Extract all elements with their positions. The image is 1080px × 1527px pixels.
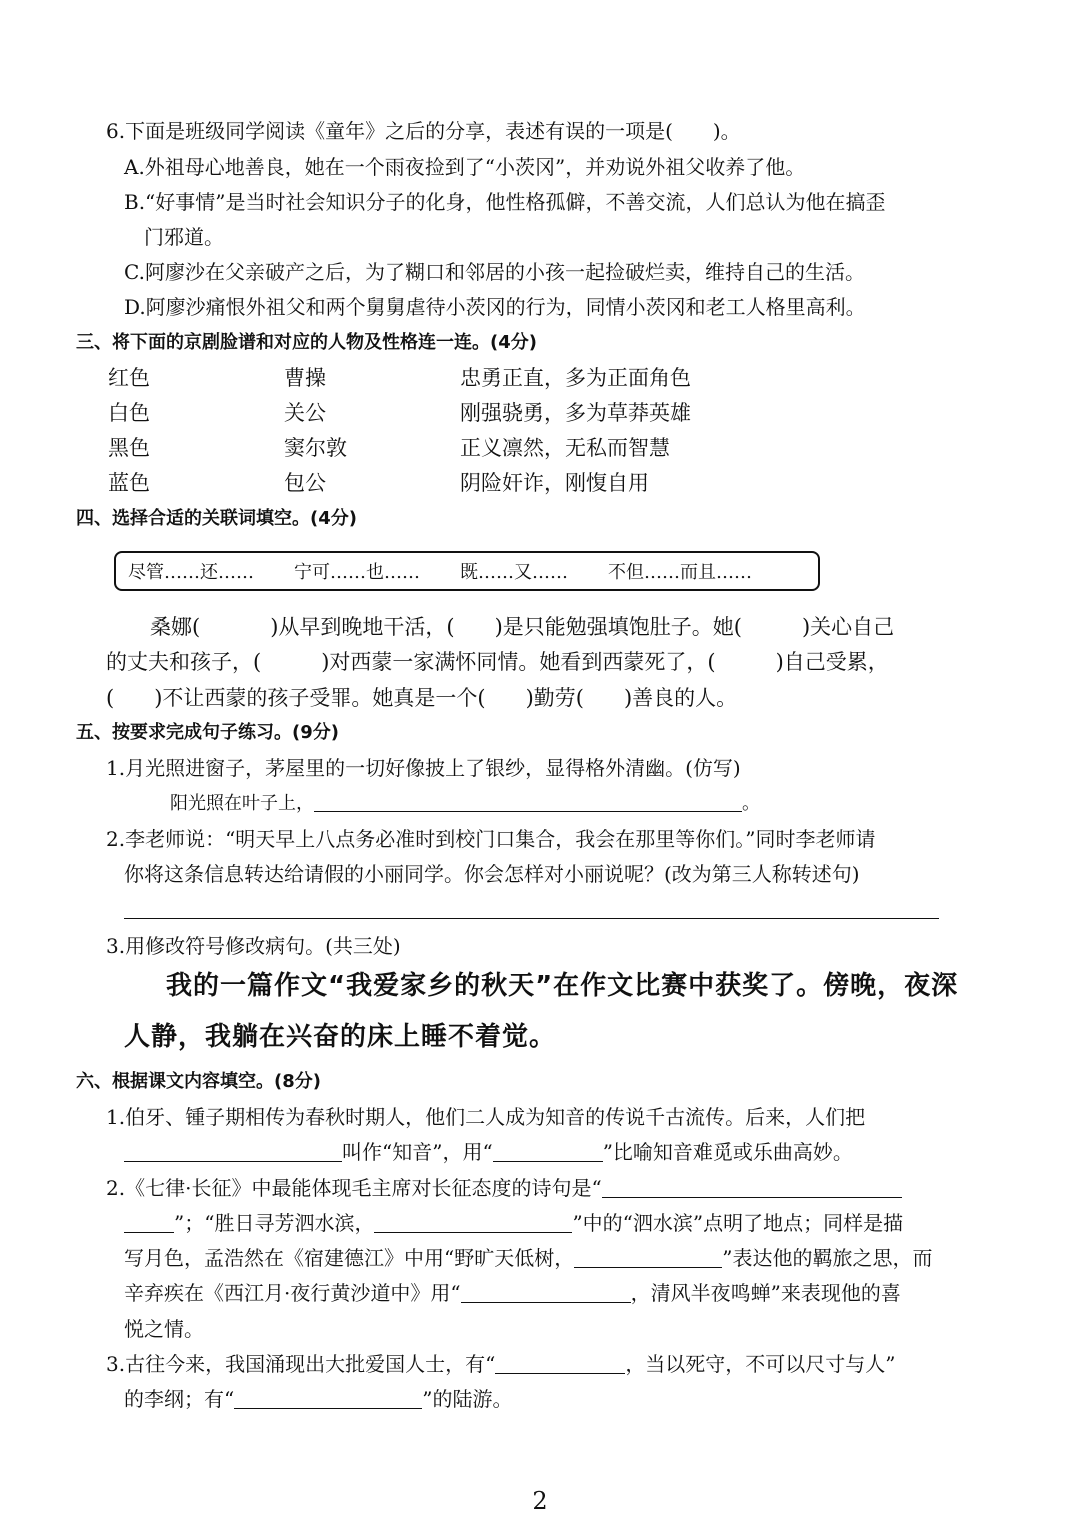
s6-q2: 2.《七律·长征》中最能体现毛主席对长征态度的诗句是“: [106, 1175, 902, 1201]
passage-line-2: 的丈夫和孩子，( )对西蒙一家满怀同情。她看到西蒙死了，( )自己受累，: [106, 650, 889, 674]
s6-q3-cont: 的李纲；有“ ”的陆游。: [124, 1387, 513, 1411]
s5-q2: 2.李老师说：“明天早上八点务必准时到校门口集合，我会在那里等你们。”同时李老师请: [106, 827, 876, 851]
trait-item[interactable]: 正义凛然，无私而智慧: [460, 436, 670, 460]
person-item[interactable]: 包公: [284, 471, 326, 495]
s6-q3: 3.古往今来，我国涌现出大批爱国人士，有“ ，当以死守，不可以尺寸与人”: [106, 1352, 896, 1376]
page-number: 2: [532, 1487, 548, 1515]
section6-heading: 六、根据课文内容填空。(8分): [76, 1071, 321, 1092]
word-bank-item: 既……又……: [460, 562, 568, 583]
q6-option-c: C.阿廖沙在父亲破产之后，为了糊口和邻居的小孩一起捡破烂卖，维持自己的生活。: [124, 260, 865, 284]
word-bank-item: 不但……而且……: [608, 562, 752, 583]
q6-stem: 6.下面是班级同学阅读《童年》之后的分享，表述有误的一项是( )。: [106, 119, 741, 143]
s5-q1: 1.月光照进窗子，茅屋里的一切好像披上了银纱，显得格外清幽。(仿写): [106, 756, 741, 780]
q6-option-b: B.“好事情”是当时社会知识分子的化身，他性格孤僻，不善交流，人们总认为他在搞歪: [124, 190, 886, 214]
trait-item[interactable]: 刚强骁勇，多为草莽英雄: [460, 401, 691, 425]
section3-heading: 三、将下面的京剧脸谱和对应的人物及性格连一连。(4分): [76, 332, 537, 353]
s6-q2-line3: 写月色，孟浩然在《宿建德江》中用“野旷天低树， ”表达他的羁旅之思，而: [124, 1246, 933, 1270]
fill-blank[interactable]: [495, 1353, 625, 1374]
trait-item[interactable]: 忠勇正直，多为正面角色: [460, 366, 691, 390]
passage-line-1: 桑娜( )从早到晚地干活，( )是只能勉强填饱肚子。她( )关心自己: [150, 615, 895, 639]
s6-q2-line4: 辛弃疾在《西江月·夜行黄沙道中》用“ ，清风半夜鸣蝉”来表现他的喜: [124, 1281, 901, 1305]
q6-option-d: D.阿廖沙痛恨外祖父和两个舅舅虐待小茨冈的行为，同情小茨冈和老工人格里高利。: [124, 295, 866, 319]
s5-q1-answer-line: 阳光照在叶子上， 。: [170, 793, 760, 814]
s6-q1-cont: 叫作“知音”，用“ ”比喻知音难觅或乐曲高妙。: [124, 1139, 853, 1165]
faulty-sentence-1: 我的一篇作文“我爱家乡的秋天”在作文比赛中获奖了。傍晚，夜深: [166, 971, 959, 1001]
color-item[interactable]: 蓝色: [108, 471, 150, 495]
word-bank-item: 尽管……还……: [128, 562, 254, 583]
s5-q2-cont: 你将这条信息转达给请假的小丽同学。你会怎样对小丽说呢？(改为第三人称转述句): [124, 862, 860, 886]
fill-blank[interactable]: [374, 1212, 572, 1233]
person-item[interactable]: 窦尔敦: [284, 436, 347, 460]
section4-heading: 四、选择合适的关联词填空。(4分): [76, 508, 357, 529]
word-bank: [114, 551, 820, 591]
fill-blank[interactable]: [461, 1282, 631, 1303]
passage-line-3: ( )不让西蒙的孩子受罪。她真是一个( )勤劳( )善良的人。: [106, 686, 738, 710]
trait-item[interactable]: 阴险奸诈，刚愎自用: [460, 471, 649, 495]
s6-q1: 1.伯牙、锺子期相传为春秋时期人，他们二人成为知音的传说千古流传。后来，人们把: [106, 1105, 866, 1129]
fill-blank[interactable]: [493, 1141, 603, 1162]
fill-blank[interactable]: [234, 1388, 422, 1409]
color-item[interactable]: 白色: [108, 401, 150, 425]
fill-blank[interactable]: [602, 1177, 902, 1198]
s6-q2-line5: 悦之情。: [124, 1317, 204, 1341]
person-item[interactable]: 曹操: [284, 366, 326, 390]
section5-heading: 五、按要求完成句子练习。(9分): [76, 722, 339, 743]
s5-q3: 3.用修改符号修改病句。(共三处): [106, 934, 401, 958]
fill-blank[interactable]: [124, 1212, 174, 1233]
person-item[interactable]: 关公: [284, 401, 326, 425]
fill-blank[interactable]: [574, 1247, 722, 1268]
fill-blank[interactable]: [314, 791, 742, 812]
word-bank-item: 宁可……也……: [294, 562, 420, 583]
color-item[interactable]: 黑色: [108, 436, 150, 460]
answer-line[interactable]: [124, 918, 939, 919]
faulty-sentence-2: 人静，我躺在兴奋的床上睡不着觉。: [124, 1022, 557, 1052]
s6-q2-line2: ”；“胜日寻芳泗水滨， ”中的“泗水滨”点明了地点；同样是描: [124, 1210, 903, 1236]
q6-option-b-cont: 门邪道。: [144, 225, 224, 249]
q6-option-a: A.外祖母心地善良，她在一个雨夜捡到了“小茨冈”，并劝说外祖父收养了他。: [124, 155, 806, 179]
fill-blank[interactable]: [124, 1141, 342, 1162]
color-item[interactable]: 红色: [108, 366, 150, 390]
